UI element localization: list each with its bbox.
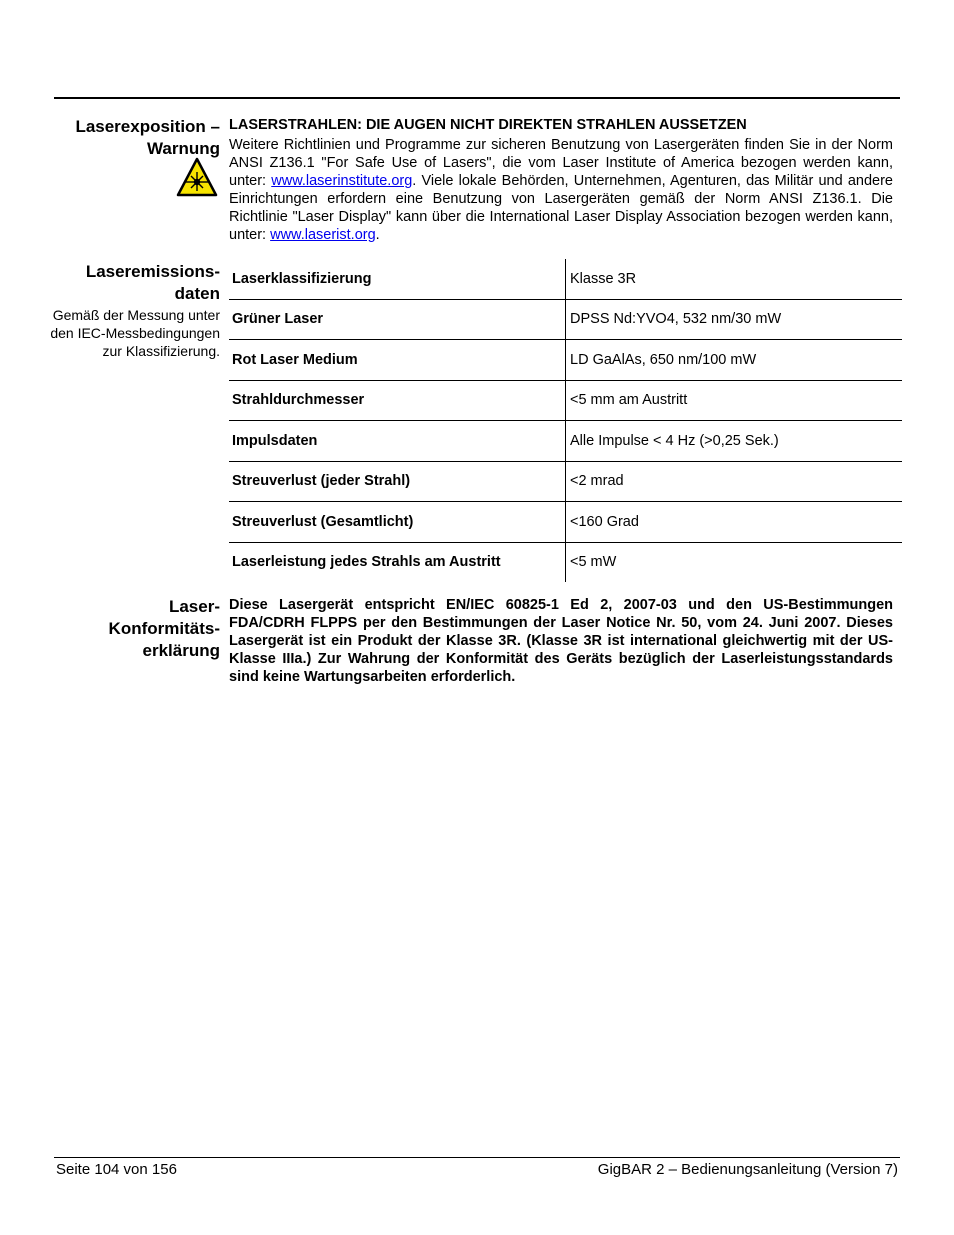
spec-label: Laserleistung jedes Strahls am Austritt: [229, 542, 566, 582]
spec-label: Strahldurchmesser: [229, 380, 566, 421]
warning-heading: [75, 116, 220, 160]
spec-value: <5 mm am Austritt: [566, 380, 903, 421]
table-row: [229, 502, 902, 543]
table-row: [229, 380, 902, 421]
page-number: Seite 104 von 156: [56, 1161, 177, 1178]
spec-label: Grüner Laser: [229, 299, 566, 340]
table-row: [229, 421, 902, 462]
table-row: [229, 299, 902, 340]
spec-value: DPSS Nd:YVO4, 532 nm/30 mW: [566, 299, 903, 340]
warning-heading-line2: Warnung: [146, 139, 220, 158]
spec-value: <5 mW: [566, 542, 903, 582]
conformity-heading-line3: erklärung: [142, 641, 220, 660]
table-row: [229, 340, 902, 381]
warning-text-1: Weitere Richtlinien und Programme zur sicheren Benutzung von Lasergeräten finden Sie in der Norm ANSI Z136.1 "For Safe Use of Lasers", die vom Laser Institute of America bezogen werden kann, unter:: [229, 137, 893, 189]
document-title: GigBAR 2 – Bedienungsanleitung (Version 7): [597, 1161, 898, 1178]
table-row: [229, 542, 902, 582]
spec-label: Impulsdaten: [229, 421, 566, 462]
spec-label: Laserklassifizierung: [229, 259, 566, 299]
emission-heading-line1: Laseremissions-: [85, 262, 220, 281]
spec-value: <160 Grad: [566, 502, 903, 543]
spec-label: Rot Laser Medium: [229, 340, 566, 381]
laser-warning-icon: [176, 157, 218, 197]
warning-body: [229, 136, 893, 244]
emission-heading-line2: daten: [174, 284, 220, 303]
warning-heading-line1: Laserexposition –: [75, 117, 220, 136]
spec-value: Alle Impulse < 4 Hz (>0,25 Sek.): [566, 421, 903, 462]
laser-specs-table: [229, 259, 902, 582]
table-row: [229, 259, 902, 299]
spec-label: Streuverlust (jeder Strahl): [229, 461, 566, 502]
laserist-link[interactable]: www.laserist.org: [270, 227, 376, 243]
warning-text-2: . Viele lokale Behörden, Unternehmen, Agenturen, das Militär und andere Einrichtungen erfordern eine Benutzung von Lasergeräten gemäß der Norm ANSI Z136.1. Die Richtlinie "Laser Display" kann über die International Laser Display Association bezogen werden kann, unter:: [229, 173, 893, 243]
spec-value: Klasse 3R: [570, 270, 637, 287]
laserinstitute-link[interactable]: www.laserinstitute.org: [271, 173, 413, 189]
top-divider: [54, 97, 900, 99]
warning-text-3: .: [375, 227, 380, 243]
conformity-heading-line2: Konformitäts-: [108, 619, 220, 638]
footer-divider: [54, 1157, 900, 1158]
warning-title: LASERSTRAHLEN: DIE AUGEN NICHT DIREKTEN STRAHLEN AUSSETZEN: [229, 117, 747, 133]
conformity-heading-line1: Laser-: [168, 597, 220, 616]
spec-value: LD GaAlAs, 650 nm/100 mW: [566, 340, 903, 381]
emission-heading: [86, 261, 220, 305]
emission-note: Gemäß der Messung unter den IEC-Messbedingungen zur Klassifizierung.: [50, 307, 220, 359]
spec-label: Streuverlust (Gesamtlicht): [229, 502, 566, 543]
conformity-text: Diese Lasergerät entspricht EN/IEC 60825-1 Ed 2, 2007-03 und den US-Bestimmungen FDA/CDRH FLPPS per den Bestimmungen der Laser Notice Nr. 50, vom 24. Juni 2007. Dieses Lasergerät ist ein Produkt der Klasse 3R. (Klasse 3R ist international gleichwertig mit der US-Klasse IIIa.) Zur Wahrung der Konformität des Geräts bezüglich der Laserleistungsstandards sind keine Wartungsarbeiten erforderlich.: [229, 597, 893, 685]
conformity-heading: [109, 596, 220, 662]
spec-value: <2 mrad: [566, 461, 903, 502]
table-row: [229, 461, 902, 502]
